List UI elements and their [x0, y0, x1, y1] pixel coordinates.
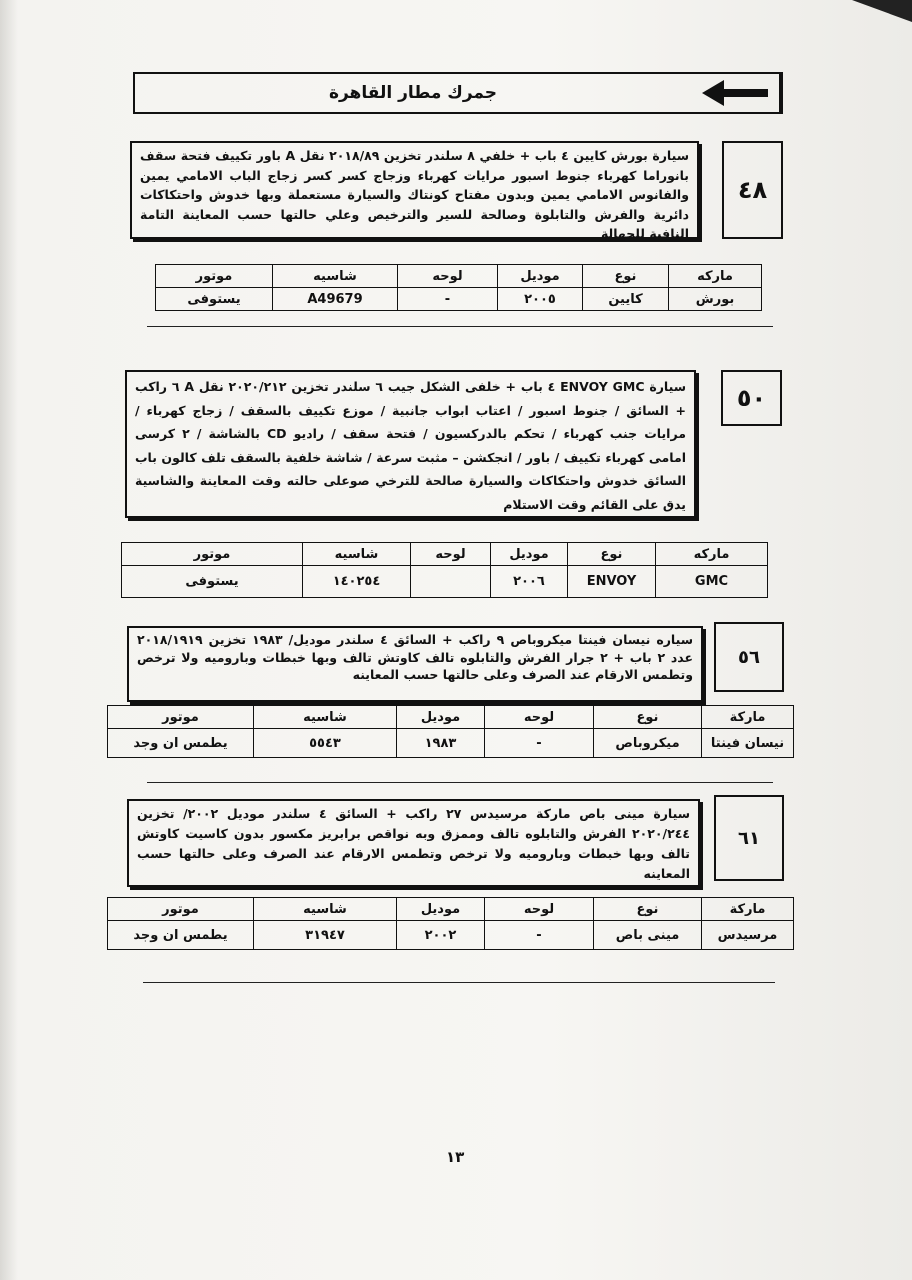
- entry-description: سياره نيسان فينتا ميكروباص ٩ راكب + السائق ٤ سلندر موديل/ ١٩٨٣ تخزين ٢٠١٨/١٩١٩ عدد ٢ باب + ٢ جرار الفرش والتابلوه تالف كاوتش تالف وبها خبطات وباروميه ولا ترخص وتطمس الارقام عند الصرف وعلى حالتها حسب المعاينه: [127, 626, 703, 702]
- page-number: ١٣: [446, 1148, 465, 1166]
- table-cell: يستوفى: [122, 566, 303, 598]
- table-cell: يستوفى: [156, 288, 273, 311]
- table-cell: ENVOY: [568, 566, 656, 598]
- header-cell: نوع: [594, 706, 702, 729]
- table-header-row: [108, 898, 794, 921]
- vehicle-spec-table: [107, 897, 794, 950]
- header-cell: موتور: [108, 706, 254, 729]
- entry-number: ٥٠: [721, 370, 782, 426]
- entry-description: سيارة مينى باص ماركة مرسيدس ٢٧ راكب + السائق ٤ سلندر موديل ٢٠٠٢/ تخزين ٢٠٢٠/٢٤٤ الفرش والتابلوه تالف وممزق وبه نواقص برابريز مكسور بدون كاسيت كاوتش تالف وبها خبطات وباروميه ولا ترخص وتطمس الارقام عند الصرف وعلى حالتها حسب المعاينه: [127, 799, 700, 887]
- entry-number: ٤٨: [722, 141, 783, 239]
- header-cell: موتور: [122, 543, 303, 566]
- header-cell: موديل: [498, 265, 583, 288]
- table-cell: GMC: [656, 566, 768, 598]
- table-row: [108, 921, 794, 950]
- table-cell: كايين: [583, 288, 669, 311]
- table-row: [156, 288, 762, 311]
- left-arrow-icon: [702, 85, 768, 101]
- header-cell: لوحه: [411, 543, 491, 566]
- table-row: [108, 729, 794, 758]
- header-cell: نوع: [568, 543, 656, 566]
- table-cell: A49679: [273, 288, 398, 311]
- table-cell: ٥٥٤٣: [254, 729, 397, 758]
- header-cell: لوحه: [485, 898, 594, 921]
- header-cell: ماركه: [656, 543, 768, 566]
- header-cell: شاسيه: [254, 706, 397, 729]
- header-arrow-cell: [691, 74, 781, 112]
- header-cell: نوع: [594, 898, 702, 921]
- header-cell: شاسيه: [273, 265, 398, 288]
- table-cell: يطمس ان وجد: [108, 921, 254, 950]
- table-header-row: [122, 543, 768, 566]
- scan-corner: [852, 0, 912, 22]
- header-cell: لوحه: [398, 265, 498, 288]
- table-row: [122, 566, 768, 598]
- page-header: [133, 72, 783, 114]
- table-cell: ٢٠٠٥: [498, 288, 583, 311]
- header-cell: موديل: [397, 898, 485, 921]
- table-cell: ميكروباص: [594, 729, 702, 758]
- table-cell: يطمس ان وجد: [108, 729, 254, 758]
- header-cell: موتور: [156, 265, 273, 288]
- header-cell: ماركة: [702, 898, 794, 921]
- table-cell: [411, 566, 491, 598]
- header-cell: ماركة: [702, 706, 794, 729]
- table-cell: مينى باص: [594, 921, 702, 950]
- header-cell: ماركه: [669, 265, 762, 288]
- header-cell: موديل: [397, 706, 485, 729]
- entry-description: سيارة بورش كايين ٤ باب + خلفي ٨ سلندر تخزين ٢٠١٨/٨٩ نقل A باور تكييف فتحة سقف بانوراما كهرباء جنوط اسبور مرايات كهرباء وزجاج كسر كسر زجاج الباب الامامي يمين والفانوس الامامي يمين وبدون مفتاح كونتاك والسيارة مستعملة وبها خدوش واحتكاكات دائرية والفرش والتابلوة وصالحة للسير والترخيص وعلي حالتها حسب المعاينة التامة النافية للجهالة: [130, 141, 699, 239]
- header-cell: شاسيه: [303, 543, 411, 566]
- page-title: جمرك مطار القاهرة: [328, 83, 498, 103]
- table-cell: -: [485, 921, 594, 950]
- vehicle-spec-table: [121, 542, 768, 598]
- vehicle-spec-table: [155, 264, 762, 311]
- entry-number: ٦١: [714, 795, 784, 881]
- header-cell: نوع: [583, 265, 669, 288]
- table-header-row: [108, 706, 794, 729]
- table-cell: ١٩٨٣: [397, 729, 485, 758]
- entry-description: سيارة ENVOY GMC ٤ باب + خلفى الشكل جيب ٦ سلندر تخزين ٢٠٢٠/٢١٢ نقل A ٦ راكب + السائق / جنوط اسبور / اعتاب ابواب جانبية / موزع تكييف بالسقف / زجاج كهرباء / مرايات جنب كهرباء / تحكم بالدركسيون / فتحة سقف / راديو CD بالشاشة / ٢ كرسى امامى كهرباء تكييف / باور / انجكشن – مثبت سرعة / شاشة خلفية بالسقف تلف كالون باب السائق خدوش واحتكاكات والسيارة صالحة للترخي صوعلى حالته وقت المعاينة والشاسية يدق على القائم وقت الاستلام: [125, 370, 696, 518]
- table-cell: ١٤٠٢٥٤: [303, 566, 411, 598]
- header-cell: شاسيه: [254, 898, 397, 921]
- table-cell: -: [485, 729, 594, 758]
- header-cell: موتور: [108, 898, 254, 921]
- table-cell: -: [398, 288, 498, 311]
- table-cell: ٢٠٠٦: [491, 566, 568, 598]
- table-cell: مرسيدس: [702, 921, 794, 950]
- divider: [147, 326, 773, 327]
- table-cell: ٢٠٠٢: [397, 921, 485, 950]
- header-cell: موديل: [491, 543, 568, 566]
- table-cell: بورش: [669, 288, 762, 311]
- vehicle-spec-table: [107, 705, 794, 758]
- table-cell: ٣١٩٤٧: [254, 921, 397, 950]
- table-header-row: [156, 265, 762, 288]
- entry-number: ٥٦: [714, 622, 784, 692]
- table-cell: نيسان فينتا: [702, 729, 794, 758]
- divider: [143, 982, 775, 983]
- divider: [147, 782, 773, 783]
- header-cell: لوحه: [485, 706, 594, 729]
